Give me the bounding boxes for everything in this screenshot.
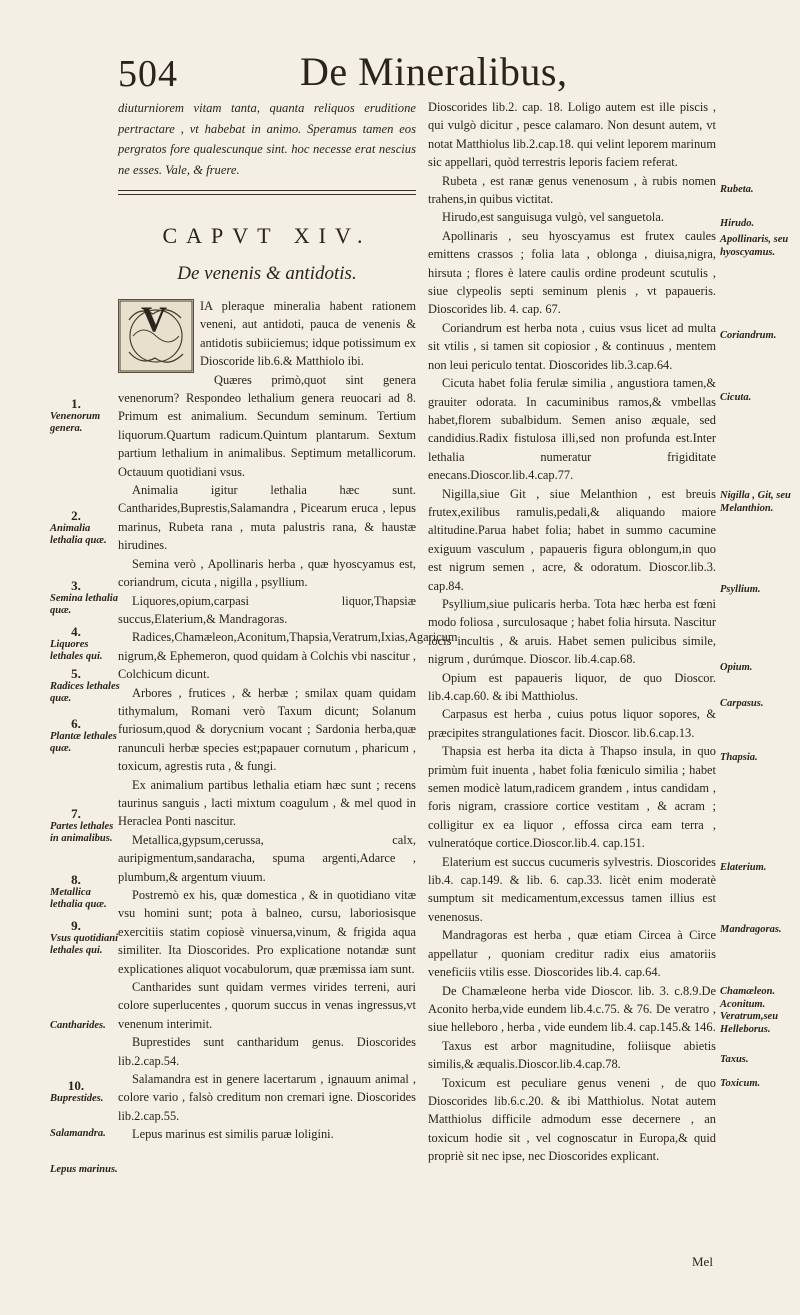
paragraph: Rubeta , est ranæ genus venenosum , à rubis nomen trahens,in quibus victitat. xyxy=(428,173,716,207)
divider-rule-thin xyxy=(118,194,416,195)
right-column xyxy=(428,98,716,1166)
paragraph: Elaterium est succus cucumeris sylvestris. Dioscorides lib.4. cap.149. & lib. 6. cap.33. licèt enim moderatè sumptum sit medicamentum,excessus tamen illius est venenosus. xyxy=(428,854,716,924)
margin-note: Elaterium. xyxy=(720,862,767,873)
margin-note: 1. Venenorum genera. xyxy=(50,396,101,434)
paragraph: Dioscorides lib.2. cap. 18. Loligo autem est ille piscis , qui vulgò dicitur , pesce calamaro. Non desunt autem, vt notat Matthiolus lib.2.cap.18. qui velint leporem marinum sic appellari, quòd terrestris leporis faciem referat. xyxy=(428,100,716,170)
paragraph: Opium est papaueris liquor, de quo Dioscor. lib.4.cap.60. & ibi Matthiolus. xyxy=(428,670,716,703)
margin-note: Toxicum. xyxy=(720,1078,761,1089)
paragraph: Mandragoras est herba , quæ etiam Circea à Circe appellatur , quoniam creditur radix eius amatoriis veneficiis vtilis esse. Dioscorides lib.4. cap.64. xyxy=(428,928,716,980)
paragraph: Hirudo,est sanguisuga vulgò, vel sanguetola. xyxy=(442,210,664,225)
catchword: Mel xyxy=(692,1254,713,1269)
margin-note: 10. Buprestides. xyxy=(50,1078,104,1104)
margin-note: Salamandra. xyxy=(50,1128,106,1139)
margin-note: Coriandrum. xyxy=(720,330,777,341)
paragraph: Thapsia est herba ita dicta à Thapso insula, in quo primùm fuit inuenta , habet folia fœniculo similia ; habet semen modicè latum,radicem grandem , intus candidam , foris nigram, crassiore cortice vestitam , & acram ; colligitur ex ea liquor , effossa circa eam terra , vulneratóque cortice.Dioscor.lib.4. cap.151. xyxy=(428,744,716,851)
margin-note: Thapsia. xyxy=(720,752,758,763)
margin-note: 3. Semina lethalia quæ. xyxy=(50,578,118,616)
paragraph: Buprestides sunt cantharidum genus. Dioscorides lib.2.cap.54. xyxy=(118,1035,416,1068)
margin-note: 8. Metallica lethalia quæ. xyxy=(50,872,107,910)
paragraph: Cicuta habet folia ferulæ similia , angustiora tamen,& grauiter odorata. In cacuminibus ramos,& vmbellas habet,florem subalbidum. Semen aniso æquale, sed candidius.Radix fistulosa illi,sed non profunda est.Inter lethalia numeratur frigiditate enecans.Dioscor.lib.4.cap.77. xyxy=(428,376,716,483)
page-number: 504 xyxy=(118,53,178,95)
paragraph: Animalia igitur lethalia hæc sunt. Cantharides,Buprestis,Salamandra , Picearum eruca , lepus marinus, Rubeta rana , muta palustris rana, & haustæ hirudines. xyxy=(118,483,416,553)
paragraph: Nigilla,siue Git , siue Melanthion , est breuis frutex,exilibus ramulis,pedali,& aliquando maiore altitudine.Parua habet folia; habet in summo cacumine exiguum vasculum , papaueris figura oblongum,in quo est nigrum semen , acre, & odoratum. Dioscor.lib.3. cap.84. xyxy=(428,486,716,593)
margin-note: Chamæleon. Aconitum. Veratrum,seu Helleborus. xyxy=(720,986,779,1035)
margin-note: Cicuta. xyxy=(720,392,752,403)
intro-paragraph: diuturniorem vitam tanta, quanta reliquos eruditione pertractare , vt habebat in animo. Speramus tamen eos pergratos fore qualescunque sint. hoc necesse erat nescius ne esses. Vale, & fruere. xyxy=(118,101,416,177)
margin-note: 9. Vsus quotidiani lethales qui. xyxy=(50,918,118,956)
paragraph: De Chamæleone herba vide Dioscor. lib. 3. c.8.9.De Aconito herba,vide eundem lib.4.c.75. & 76. De veratro , siue helleboro , herba , vide eundem lib.4. cap.145.& 146. xyxy=(428,983,716,1035)
paragraph: Carpasus est herba , cuius potus liquor sopores, & præcipites strangulationes facit. Dioscor. lib.6.cap.13. xyxy=(428,707,716,740)
margin-note: Taxus. xyxy=(720,1054,749,1065)
margin-note: Nigilla , Git, seu Melanthion. xyxy=(720,490,791,514)
margin-note: Apollinaris, seu hyoscyamus. xyxy=(720,234,789,258)
paragraph: Lepus marinus est similis paruæ loligini. xyxy=(132,1127,334,1142)
margin-note: Cantharides. xyxy=(50,1020,106,1031)
margin-note: Psyllium. xyxy=(720,584,761,595)
paragraph: Quæres primò,quot sint genera venenorum? Respondeo lethalium genera reuocari ad 8. Primum est animalium. Secundum seminum. Tertium liquorum.Quartum radicum.Quintum plantarum. Sextum partium lethalium in animalibus. Septimum metallicorum. Octauum quotidiani vsus. xyxy=(118,372,416,479)
opening-paragraph xyxy=(118,297,416,371)
ornamental-initial xyxy=(118,299,194,373)
paragraph: Apollinaris , seu hyoscyamus est frutex caules emittens crassos ; folia lata , oblonga , diuisa,nigra, hirsuta ; flores è latere caulis ordine prodeunt scutulis , siue clypeolis septi seminum plenis , vt papaueris. Dioscorides lib. 4. cap. 67. xyxy=(428,228,716,317)
paragraph: Radices,Chamæleon,Aconitum,Thapsia,Veratrum,Ixias,Agaricum nigrum,& Ephemeron, quod quidam à Colchis vbi nascitur , Colchicum dicunt. xyxy=(118,630,458,682)
margin-note: Opium. xyxy=(720,662,753,673)
paragraph: Postremò ex his, quæ domestica , & in quotidiano vitæ vsu homini sunt; pota à balneo, cursu, laboriosisque exercitiis statim copiosè vinuersa,vinum, & frigida aqua similiter. Ita Dioscorides. Pro explicatione notandæ sunt explicationes aliquot vocabulorum, quæ præmissa iam sunt. xyxy=(118,888,416,976)
margin-note: 4. Liquores lethales qui. xyxy=(50,624,103,662)
margin-note: Lepus marinus. xyxy=(50,1164,118,1175)
chapter-subtitle: De venenis & antidotis. xyxy=(177,263,357,284)
paragraph: Semina verò , Apollinaris herba , quæ hyoscyamus est, coriandrum, cicuta , nigilla , psyllium. xyxy=(118,556,416,590)
paragraph: Toxicum est peculiare genus veneni , de quo Dioscorides lib.6.c.20. & ibi Matthiolus. Notat autem Matthiolus difficile admodum esse decernere , an toxicum hodie sit , vel cognoscatur in Europa,& quid propriè sit nec ipse, nec Dioscorides explicant. xyxy=(428,1075,716,1164)
paragraph: Ex animalium partibus lethalia etiam hæc sunt ; recens taurinus sanguis , lacti mixtum coagulum , & mel quod in Heraclea Ponti nascitur. xyxy=(118,777,416,829)
paragraph: Taxus est arbor magnitudine, foliisque abietis similis,& æqualis.Dioscor.lib.4.cap.78. xyxy=(428,1038,716,1072)
margin-note: Rubeta. xyxy=(720,184,754,195)
divider-rule xyxy=(118,190,416,191)
paragraph: Coriandrum est herba nota , cuius vsus licet ad multa sit vtilis , si tamen sit copiosior , & continuus , mentem non leui periculo tentat. Dioscorides lib.3.cap.64. xyxy=(428,320,716,372)
opening-text: IA pleraque mineralia habent rationem veneni, aut antidoti, pauca de venenis & antidotis subiiciemus; idque potissimum ex Dioscoride lib.6.& Matthiolo ibi. xyxy=(200,299,416,369)
paragraph: Psyllium,siue pulicaris herba. Tota hæc herba est fœni modo foliosa , surculosaque ; habet folia hirsuta. Nascitur locis incultis , & aruis. Habet semen pulicibus simile, nigrum , durúmque. Dioscor. lib.4.cap.68. xyxy=(428,596,716,667)
margin-note: 6. Plantæ lethales quæ. xyxy=(50,716,117,754)
margin-note: Hirudo. xyxy=(720,218,755,229)
margin-note: 7. Partes lethales in animalibus. xyxy=(50,806,114,844)
chapter-heading: CAPVT XIV. xyxy=(162,223,372,248)
margin-note: 5. Radices lethales quæ. xyxy=(50,666,120,704)
running-title: De Mineralibus, xyxy=(300,49,568,94)
paragraph: Metallica,gypsum,cerussa, calx, auripigmentum,sandaracha, spuma argenti,Adarce , plumbum,& argentum viuum. xyxy=(118,832,416,884)
drop-cap-letter: V xyxy=(141,299,167,339)
paragraph: Salamandra est in genere lacertarum , ignauum animal , colore vario , falsò creditum non cremari igne. Dioscorides lib.2.cap.55. xyxy=(118,1072,416,1123)
left-column xyxy=(118,98,458,1144)
paragraph: Cantharides sunt quidam vermes virides terreni, auri colore superlucentes , quorum succus in venas ingressus,vt venenum interimit. xyxy=(118,980,416,1031)
margin-note: 2. Animalia lethalia quæ. xyxy=(50,508,107,546)
paragraph: Arbores , frutices , & herbæ ; smilax quam quidam tithymalum, Romani verò Taxum dicunt; Solanum furiosum,quod & dorycnium vocant ; Sardonia herba,quæ ranunculi herbæ species est;papauer cornutum , pharicum , toxicum, agrestis ruta , & fungi. xyxy=(118,685,416,774)
margin-note: Mandragoras. xyxy=(720,924,782,935)
margin-note: Carpasus. xyxy=(720,698,764,709)
paragraph: Liquores,opium,carpasi liquor,Thapsiæ succus,Elaterium,& Mandragoras. xyxy=(118,593,416,626)
